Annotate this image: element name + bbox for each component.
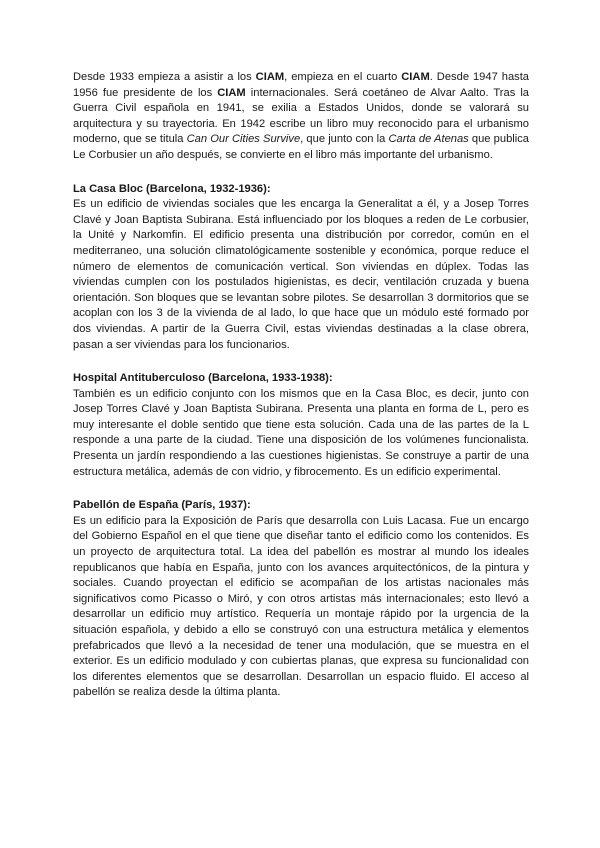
document-page [73, 70, 529, 701]
section-heading: Hospital Antituberculoso (Barcelona, 1933-1938): [73, 372, 333, 385]
section-heading: Pabellón de España (París, 1937): [73, 499, 251, 512]
section-hospital-antituberculoso [73, 371, 529, 480]
section-body: Es un edificio para la Exposición de París que desarrolla con Luis Lacasa. Fue un encargo del Gobierno Español en el que tiene que diseñar tanto el edificio como los contenidos. Es un proyecto de arquitectura total. La idea del pabellón es mostrar al mundo los ideales republicanos que había en España, junto con los avances arquitectónicos, de la pintura y sociales. Cuando proyectan el edificio se acompañan de los artistas nacionales más significativos como Picasso o Miró, y con otros artistas más internacionales; esto llevó a desarrollar un edificio muy artístico. Requería un montaje rápido por la urgencia de la situación española, y debido a ello se construyó con una estructura metálica y elementos prefabricados que llevó a la necesidad de tener una modulación, que se muestra en el exterior. Es un edificio modulado y con cubiertas planas, que expresa su funcionalidad con los diferentes elementos que se desarrollan. Desarrollan un espacio fluido. El acceso al pabellón se realiza desde la última planta. [73, 514, 529, 699]
section-body: También es un edificio conjunto con los mismos que en la Casa Bloc, es decir, junto con Josep Torres Clavé y Joan Baptista Subirana. Presenta una planta en forma de L, pero es muy interesante el doble sentido que tiene esta solución. Cada una de las partes de la L responde a una parte de la ciudad. Tiene una disposición de los volúmenes funcionalista. Presenta un jardín respondiendo a las cuestiones higienistas. Se construye a partir de una estructura metálica, además de con vidrio, y fibrocemento. Es un edificio experimental. [73, 387, 529, 478]
ciam-term: CIAM [255, 71, 285, 83]
intro-text-3: . Desde 1947 hasta 1956 fue presidente de los [73, 71, 529, 99]
intro-text-6: que publica Le Corbusier un año después, se convierte en el libro más importante del urbanismo. [73, 133, 529, 161]
book-title: Carta de Atenas [388, 133, 469, 146]
intro-text-1: Desde 1933 empieza a asistir a los [73, 71, 256, 83]
intro-paragraph [73, 70, 529, 164]
intro-text-5: , que junto con la [300, 133, 389, 146]
book-title: Can Our Cities Survive [186, 133, 301, 146]
section-heading: La Casa Bloc (Barcelona, 1932-1936): [73, 182, 271, 195]
intro-text-4: internacionales. Será coetáneo de Alvar Aalto. Tras la Guerra Civil española en 1941, se exilia a Estados Unidos, donde se valorará su arquitectura y su trayectoria. En 1942 escribe un libro muy reconocido para el urbanismo moderno, que se titula [73, 86, 529, 146]
ciam-term: CIAM [217, 86, 246, 99]
section-body: Es un edificio de viviendas sociales que les encarga la Generalitat a él, y a Josep Torres Clavé y Joan Baptista Subirana. Está influenciado por los bloques a reden de Le corbusier, la Unité y Narkomfin. El edificio presenta una distribución por corredor, común en el mediterraneo, una solución climatológicamente sostenible y económica, porque reduce el número de elementos de comunicación vertical. Son viviendas en dúplex. Todas las viviendas cumplen con los postulados higienistas, es decir, ventilación cruzada y buena orientación. Son bloques que se levantan sobre pilotes. Se desarrollan 3 dormitorios que se acoplan con los 3 de la vivienda de al lado, lo que hace que un módulo esté formado por dos viviendas. A partir de la Guerra Civil, estas viviendas destinadas a la clase obrera, pasan a ser viviendas para los funcionarios. [73, 198, 529, 351]
section-pabellon-espana [73, 498, 529, 701]
ciam-term: CIAM [401, 71, 430, 83]
section-casa-bloc [73, 182, 529, 354]
intro-text-2: , empieza en el cuarto [284, 71, 402, 83]
